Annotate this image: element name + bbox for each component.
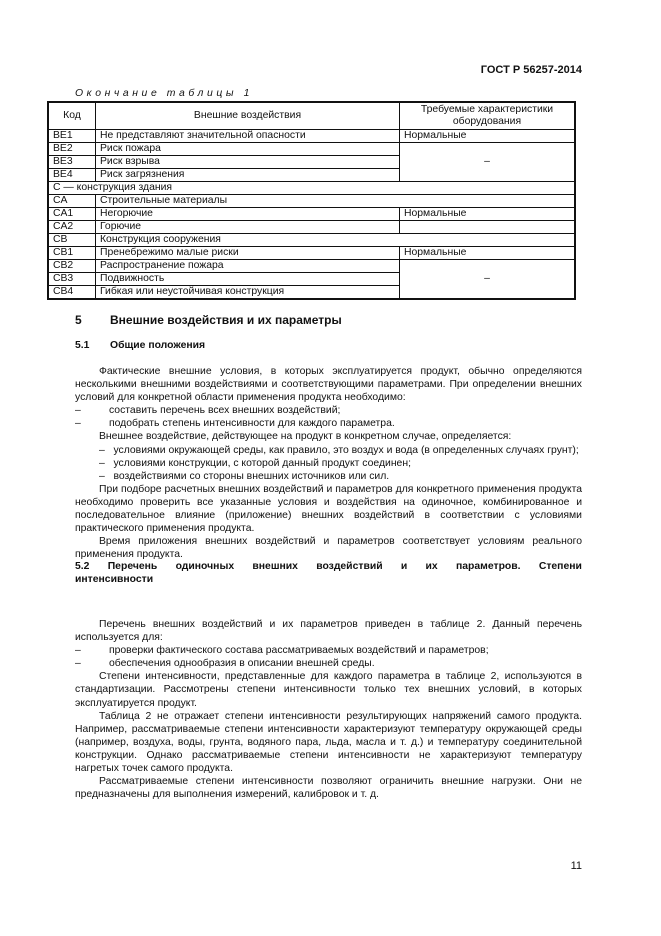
dash-bullet: – bbox=[99, 470, 105, 482]
cell-req: Нормальные bbox=[400, 247, 576, 260]
list-item bbox=[75, 457, 582, 470]
section-number: 5 bbox=[75, 313, 82, 327]
table-1 bbox=[47, 101, 576, 300]
list-item-text: подобрать степень интенсивности для каждого параметра. bbox=[109, 418, 395, 430]
dash-bullet: – bbox=[75, 658, 81, 670]
header-requirements: Требуемые характеристики оборудования bbox=[400, 102, 576, 130]
dash-bullet: – bbox=[75, 405, 81, 417]
cell-desc: Строительные материалы bbox=[96, 195, 576, 208]
section-title: Общие положения bbox=[110, 340, 206, 351]
title-word: их bbox=[425, 561, 438, 572]
paragraph: Таблица 2 не отражает степени интенсивности результирующих напряжений самого продукта. Например, рассматриваемые степени интенсивности характеризуют температуру окружающей среды (например, воздуха, воды, грунта, водяного пара, льда, масла и т. д.) и температуру соединительной конструкции. Однако рассматриваемые степени интенсивности не характеризуют температуру нагретых точек самого продукта. bbox=[75, 710, 582, 775]
cell-code: CB4 bbox=[48, 286, 96, 300]
paragraph: Время приложения внешних воздействий и параметров соответствует условиям реального применения продукта. bbox=[75, 536, 582, 561]
cell-code: BE2 bbox=[48, 143, 96, 156]
title-word: интенсивности bbox=[75, 574, 154, 585]
table-caption: Окончание таблицы 1 bbox=[75, 88, 254, 99]
section-title: Внешние воздействия и их параметры bbox=[110, 313, 342, 327]
list-item bbox=[75, 444, 582, 457]
dash-bullet: – bbox=[75, 418, 81, 430]
list-item bbox=[75, 417, 582, 430]
dash-bullet: – bbox=[99, 444, 105, 456]
cell-code: BE4 bbox=[48, 169, 96, 182]
cell-desc: Риск взрыва bbox=[96, 156, 400, 169]
cell-code: CA1 bbox=[48, 208, 96, 221]
title-word: одиночных bbox=[175, 561, 235, 572]
cell-code: BE1 bbox=[48, 130, 96, 143]
dash-bullet: – bbox=[75, 645, 81, 657]
paragraph: Внешнее воздействие, действующее на продукт в конкретном случае, определяется: bbox=[99, 431, 512, 443]
cell-desc: Не представляют значительной опасности bbox=[96, 130, 400, 143]
title-word: параметров. bbox=[455, 561, 521, 572]
cell-desc: Риск загрязнения bbox=[96, 169, 400, 182]
paragraph: При подборе расчетных внешних воздействий и параметров для конкретного применения продукта необходимо проверить все указанные условия и воздействия на одиночное, комбинированное и последовательное влияние (приложение) внешних воздействий в соответствии с условиями практического применения продукта. bbox=[75, 483, 582, 535]
title-word: Перечень bbox=[107, 561, 158, 572]
cell-code: CB bbox=[48, 234, 96, 247]
table-row bbox=[48, 195, 575, 208]
title-word: воздействий bbox=[316, 561, 383, 572]
cell-desc: Подвижность bbox=[96, 273, 400, 286]
cell-code: CA bbox=[48, 195, 96, 208]
table-row bbox=[48, 221, 575, 234]
header-effects: Внешние воздействия bbox=[96, 102, 400, 130]
cell-code: CB3 bbox=[48, 273, 96, 286]
list-item bbox=[75, 404, 582, 417]
cell-desc: Пренебрежимо малые риски bbox=[96, 247, 400, 260]
table-row bbox=[48, 208, 575, 221]
cell-req: – bbox=[400, 143, 576, 182]
section-5-2-heading bbox=[75, 560, 582, 586]
cell-desc: Горючие bbox=[96, 221, 400, 234]
list-item-text: воздействиями со стороны внешних источников или сил. bbox=[113, 470, 390, 482]
cell-req bbox=[400, 221, 576, 234]
table-group-row bbox=[48, 182, 575, 195]
section-5-2-body bbox=[75, 618, 582, 801]
header-code: Код bbox=[48, 102, 96, 130]
paragraph: Фактические внешние условия, в которых эксплуатируется продукт, обычно определяются несколькими внешними воздействиями и соответствующими параметрами. При определении внешних условий для конкретной области применения продукта необходимо: bbox=[75, 366, 582, 404]
table-row bbox=[48, 143, 575, 156]
list-item-text: составить перечень всех внешних воздействий; bbox=[109, 405, 341, 417]
cell-desc: Гибкая или неустойчивая конструкция bbox=[96, 286, 400, 300]
list-item bbox=[75, 657, 582, 670]
cell-desc: Конструкция сооружения bbox=[96, 234, 576, 247]
title-word: внешних bbox=[252, 561, 298, 572]
section-5-1-body bbox=[75, 365, 582, 561]
paragraph: Перечень внешних воздействий и их параметров приведен в таблице 2. Данный перечень используется для: bbox=[75, 619, 582, 644]
table-row bbox=[48, 260, 575, 273]
cell-code: CB1 bbox=[48, 247, 96, 260]
table-row bbox=[48, 130, 575, 143]
list-item-text: обеспечения однообразия в описании внешней среды. bbox=[109, 658, 375, 670]
title-word: Степени bbox=[538, 561, 582, 572]
dash-bullet: – bbox=[99, 457, 105, 469]
title-word: и bbox=[400, 561, 408, 572]
cell-req: Нормальные bbox=[400, 208, 576, 221]
section-5-heading bbox=[75, 313, 342, 327]
list-item bbox=[75, 470, 582, 483]
page-number: 11 bbox=[570, 860, 582, 872]
table-row bbox=[48, 247, 575, 260]
cell-desc: Негорючие bbox=[96, 208, 400, 221]
paragraph: Степени интенсивности, представленные для каждого параметра в таблице 2, используются в стандартизации. Рассмотрены степени интенсивности только тех внешних условий, в которых эксплуатируется продукт. bbox=[75, 671, 582, 709]
table-row bbox=[48, 234, 575, 247]
list-item-text: условиями конструкции, с которой данный продукт соединен; bbox=[113, 457, 411, 469]
list-item bbox=[75, 644, 582, 657]
cell-req: – bbox=[400, 260, 576, 300]
list-item-text: условиями окружающей среды, как правило, это воздух и вода (в определенных случаях грунт); bbox=[113, 444, 579, 456]
section-5-1-heading bbox=[75, 340, 205, 351]
document-code: ГОСТ Р 56257-2014 bbox=[480, 64, 582, 76]
cell-code: BE3 bbox=[48, 156, 96, 169]
list-item-text: проверки фактического состава рассматриваемых воздействий и параметров; bbox=[109, 645, 489, 657]
cell-desc: Распространение пожара bbox=[96, 260, 400, 273]
paragraph: Рассматриваемые степени интенсивности позволяют ограничить внешние нагрузки. Они не предназначены для выполнения измерений, калибровок и т. д. bbox=[75, 776, 582, 801]
cell-code: CB2 bbox=[48, 260, 96, 273]
section-number: 5.1 bbox=[75, 340, 90, 351]
cell-req: Нормальные bbox=[400, 130, 576, 143]
cell-group: С — конструкция здания bbox=[48, 182, 575, 195]
table-header-row bbox=[48, 102, 575, 130]
cell-code: CA2 bbox=[48, 221, 96, 234]
cell-desc: Риск пожара bbox=[96, 143, 400, 156]
section-number: 5.2 bbox=[75, 561, 90, 572]
